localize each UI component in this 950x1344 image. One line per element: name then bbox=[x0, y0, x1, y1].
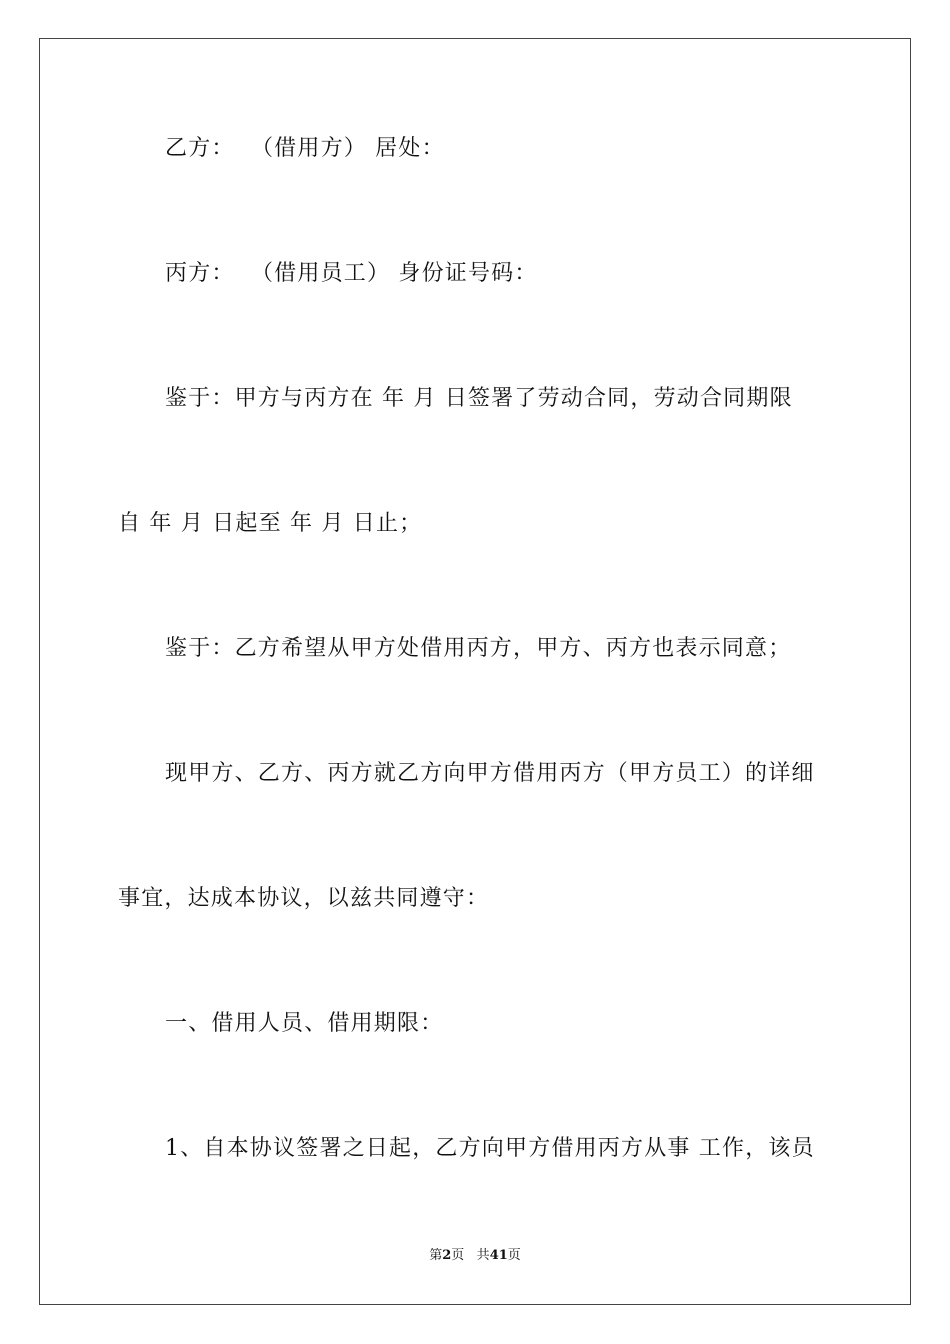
page-border bbox=[39, 38, 911, 1305]
clause-1-line: 1、自本协议签署之日起，乙方向甲方借用丙方从事 工作，该员 bbox=[165, 1136, 815, 1161]
party-b-line: 乙方： （借用方） 居处： bbox=[165, 136, 445, 161]
whereas-contract-line-1: 鉴于：甲方与丙方在 年 月 日签署了劳动合同，劳动合同期限 bbox=[165, 386, 793, 411]
page-number: 2 bbox=[442, 1248, 452, 1263]
party-c-line: 丙方： （借用员工） 身份证号码： bbox=[165, 261, 538, 286]
section-heading-1: 一、借用人员、借用期限： bbox=[165, 1011, 444, 1036]
page-prefix: 第 bbox=[429, 1248, 443, 1263]
whereas-consent-line: 鉴于：乙方希望从甲方处借用丙方，甲方、丙方也表示同意； bbox=[165, 636, 792, 661]
page-footer bbox=[0, 1247, 950, 1265]
agreement-intro-line-1: 现甲方、乙方、丙方就乙方向甲方借用丙方（甲方员工）的详细 bbox=[165, 761, 815, 786]
whereas-contract-line-2: 自 年 月 日起至 年 月 日止； bbox=[118, 511, 423, 536]
agreement-intro-line-2: 事宜，达成本协议，以兹共同遵守： bbox=[118, 886, 490, 911]
total-prefix: 共 bbox=[476, 1248, 490, 1263]
total-suffix: 页 bbox=[507, 1248, 521, 1263]
page-suffix: 页 bbox=[451, 1248, 465, 1263]
total-pages: 41 bbox=[489, 1248, 508, 1263]
